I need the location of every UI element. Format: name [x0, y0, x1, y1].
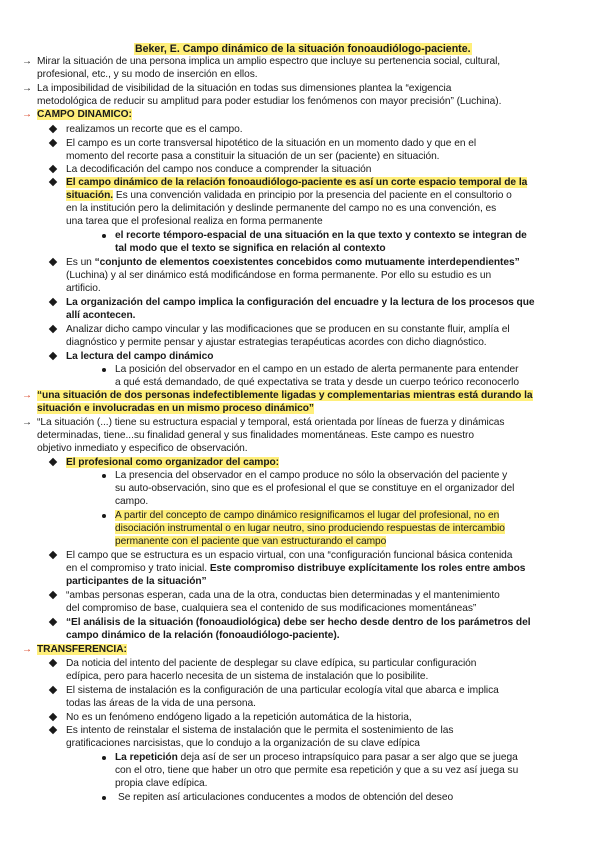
text-line: [66, 616, 531, 629]
text-span: La decodificación del campo nos conduce a comprender la situación: [66, 164, 372, 175]
text-span: metodológica de reducir su amplitud para poder estudiar los fenómenos con mayor precisión” (Luchina).: [37, 96, 502, 107]
text-span: diagnóstico y permite pensar y ajustar estrategias terapéuticas acordes con dicho diagnóstico.: [66, 337, 487, 348]
text-line: [66, 323, 510, 336]
text-line: [66, 123, 242, 136]
dot-bullet-icon: [102, 474, 106, 478]
text-line: [37, 429, 474, 442]
text-line: [66, 176, 527, 189]
text-span: profesional, etc., y su modo de inserción en ellos.: [37, 69, 258, 80]
diamond-bullet-icon: [49, 713, 57, 721]
document-title: Beker, E. Campo dinámico de la situación fonoaudiólogo-paciente.: [135, 43, 471, 55]
text-span: con el otro, tiene que haber un otro que permite esa repetición y que a su vez así juega su: [115, 765, 519, 776]
text-span: momento del recorte pasa a constituir la situación de un ser (paciente) en situación.: [66, 151, 440, 162]
text-span: su auto-observación, sino que es el profesional el que se constituye en el organizador del: [115, 483, 515, 494]
text-span: La presencia del observador en el campo produce no sólo la observación del paciente y: [115, 470, 508, 481]
text-line: [66, 163, 371, 176]
diamond-bullet-icon: [49, 165, 57, 173]
text-line: [37, 643, 127, 656]
text-line: [66, 336, 487, 349]
text-span: artificio.: [66, 283, 101, 294]
diamond-bullet-icon: [49, 551, 57, 559]
text-line: [66, 189, 512, 202]
text-span: tal modo que el texto se significa en relación al contexto: [115, 243, 386, 254]
text-line: [66, 562, 525, 575]
text-line: [37, 108, 132, 121]
text-span: El profesional como organizador del campo:: [66, 457, 280, 468]
text-line: [115, 495, 148, 508]
text-span: El campo dinámico de la relación fonoaudiólogo-paciente es así un corte espacio temporal de la: [66, 177, 528, 188]
text-line: [66, 309, 135, 322]
text-span: La repetición: [115, 752, 178, 763]
arrow-bullet-icon: →: [22, 644, 32, 655]
diamond-bullet-icon: [49, 125, 57, 133]
text-line: [66, 602, 476, 615]
text-line: [115, 535, 386, 548]
dot-bullet-icon: [102, 234, 106, 238]
diamond-bullet-icon: [49, 659, 57, 667]
text-line: [115, 522, 505, 535]
diamond-bullet-icon: [49, 686, 57, 694]
text-span: “La situación (...) tiene su estructura espacial y temporal, está orientada por líneas de fuerza y dinámicas: [37, 417, 505, 428]
text-span: participantes de la situación”: [66, 576, 207, 587]
text-span: objetivo inmediato y especifico de observación.: [37, 443, 248, 454]
text-span: todas las áreas de la vida de una persona.: [66, 698, 256, 709]
text-line: [37, 442, 248, 455]
text-span: Es una convención validada en principio por la presencia del paciente en el consultorio o: [113, 190, 512, 201]
text-span: “una situación de dos personas indefectiblemente ligadas y complementarias mientras está durando la: [37, 390, 533, 401]
text-line: [115, 751, 518, 764]
text-span: situación e involucradas en un mismo proceso dinámico”: [37, 403, 314, 414]
text-line: [37, 416, 504, 429]
text-span: (Luchina) y al ser dinámico está modificándose en forma permanente. Por ello su estudio es un: [66, 270, 492, 281]
text-line: [37, 402, 314, 415]
text-span: Este compromiso distribuye explícitamente los roles entre ambos: [209, 563, 526, 574]
arrow-bullet-icon: →: [22, 417, 32, 428]
text-line: [37, 82, 451, 95]
text-line: [66, 282, 101, 295]
dot-bullet-icon: [102, 514, 106, 518]
text-line: [66, 575, 207, 588]
text-line: [66, 549, 512, 562]
text-span: Es un: [66, 257, 95, 268]
text-line: [118, 791, 453, 804]
text-line: [115, 242, 386, 255]
text-span: La organización del campo implica la configuración del encuadre y la lectura de los procesos que: [66, 297, 535, 308]
text-span: CAMPO DINAMICO:: [37, 109, 132, 120]
text-span: El campo es un corte transversal hipotético de la situación en un momento dado y que en el: [66, 138, 477, 149]
text-span: campo dinámico de la relación (fonoaudiólogo-paciente).: [66, 630, 340, 641]
text-line: [66, 670, 428, 683]
text-span: La posición del observador en el campo en un estado de alerta permanente para entender: [115, 364, 519, 375]
text-span: disociación instrumental o en lugar neutro, sino produciendo respuestas de intercambio: [115, 523, 505, 534]
text-line: [66, 350, 213, 363]
diamond-bullet-icon: [49, 325, 57, 333]
diamond-bullet-icon: [49, 726, 57, 734]
text-span: Es intento de reinstalar el sistema de instalación que le permita el sostenimiento de las: [66, 725, 454, 736]
text-line: [66, 456, 279, 469]
text-span: La lectura del campo dinámico: [66, 351, 214, 362]
text-span: La imposibilidad de visibilidad de la situación en todas sus dimensiones plantea la “exigencia: [37, 83, 452, 94]
text-line: [66, 737, 420, 750]
text-span: allí acontecen.: [66, 310, 136, 321]
text-span: campo.: [115, 496, 149, 507]
text-span: Se repiten así articulaciones conducentes a modos de obtención del deseo: [118, 792, 454, 803]
text-line: [37, 68, 258, 81]
text-span: “conjunto de elementos coexistentes concebidos como mutuamente interdependientes”: [94, 257, 520, 268]
text-span: A partir del concepto de campo dinámico resignificamos el lugar del profesional, no en: [115, 510, 500, 521]
text-span: “ambas personas esperan, cada una de la otra, conductas bien determinadas y el mantenimiento: [66, 590, 500, 601]
diamond-bullet-icon: [49, 458, 57, 466]
text-line: [66, 137, 476, 150]
text-line: [66, 202, 496, 215]
diamond-bullet-icon: [49, 298, 57, 306]
text-line: [66, 697, 256, 710]
text-span: realizamos un recorte que es el campo.: [66, 124, 243, 135]
text-line: [115, 469, 507, 482]
text-line: [66, 724, 453, 737]
text-span: determinadas, tiene...su finalidad general y sus finalidades momentáneas. Este campo es nuestro: [37, 430, 474, 441]
text-line: [37, 55, 500, 68]
diamond-bullet-icon: [49, 591, 57, 599]
text-line: [66, 256, 520, 269]
text-line: [115, 229, 527, 242]
text-span: deja así de ser un proceso intrapsíquico para pasar a ser algo que se juega: [177, 752, 518, 763]
text-line: [115, 764, 518, 777]
text-span: El campo que se estructura es un espacio virtual, con una “configuración funcional básica contenida: [66, 550, 513, 561]
arrow-bullet-icon: →: [22, 56, 32, 67]
diamond-bullet-icon: [49, 352, 57, 360]
arrow-bullet-icon: →: [22, 390, 32, 401]
text-span: permanente con el paciente que van estructurando el campo: [115, 536, 387, 547]
text-span: Mirar la situación de una persona implica un amplio espectro que incluye su pertenencia social, cultural,: [37, 56, 501, 67]
text-span: No es un fenómeno endógeno ligado a la repetición automática de la historia,: [66, 712, 412, 723]
text-line: [66, 269, 491, 282]
text-span: “El análisis de la situación (fonoaudiológica) debe ser hecho desde dentro de los parámetros del: [66, 617, 531, 628]
text-span: Da noticia del intento del paciente de desplegar su clave edípica, su particular configuración: [66, 658, 477, 669]
text-span: el recorte témporo-espacial de una situación en la que texto y contexto se integran de: [115, 230, 527, 241]
text-span: gratificaciones narcisistas, que lo condujo a la organización de su clave edípica: [66, 738, 420, 749]
text-span: Analizar dicho campo vincular y las modificaciones que se producen en su constante fluir, amplía el: [66, 324, 510, 335]
text-span: del compromiso de base, cualquiera sea el contenido de sus modificaciones momentáneas”: [66, 603, 477, 614]
diamond-bullet-icon: [49, 618, 57, 626]
text-line: [115, 509, 499, 522]
text-line: [115, 777, 207, 790]
text-line: [66, 657, 476, 670]
text-line: [66, 711, 412, 724]
text-span: situación.: [66, 190, 114, 201]
text-line: [66, 150, 439, 163]
arrow-bullet-icon: →: [22, 83, 32, 94]
text-span: El sistema de instalación es la configuración de una particular ecología vital que abarca e implica: [66, 685, 499, 696]
dot-bullet-icon: [102, 756, 106, 760]
dot-bullet-icon: [102, 368, 106, 372]
text-line: [37, 95, 501, 108]
text-span: propia clave edípica.: [115, 778, 208, 789]
text-line: [66, 215, 323, 228]
text-span: edípica, pero para hacerlo necesita de un sistema de instalación que lo posibilite.: [66, 671, 429, 682]
arrow-bullet-icon: →: [22, 109, 32, 120]
dot-bullet-icon: [102, 796, 106, 800]
diamond-bullet-icon: [49, 258, 57, 266]
diamond-bullet-icon: [49, 139, 57, 147]
text-line: [115, 482, 514, 495]
text-line: [115, 363, 518, 376]
text-span: en el compromiso y trato inicial.: [66, 563, 210, 574]
text-span: a qué está demandado, de qué expectativa se trata y desde un cuerpo teórico reconocerlo: [115, 377, 519, 388]
text-line: [66, 684, 499, 697]
text-line: [66, 296, 535, 309]
text-line: [37, 389, 533, 402]
diamond-bullet-icon: [49, 178, 57, 186]
text-line: [115, 376, 519, 389]
text-span: TRANSFERENCIA:: [37, 644, 127, 655]
text-span: en la institución pero la delimitación y deslinde permanente del campo no es una convención, es: [66, 203, 497, 214]
text-line: [66, 629, 339, 642]
text-line: [66, 589, 500, 602]
text-span: una tarea que el profesional realiza en forma permanente: [66, 216, 323, 227]
